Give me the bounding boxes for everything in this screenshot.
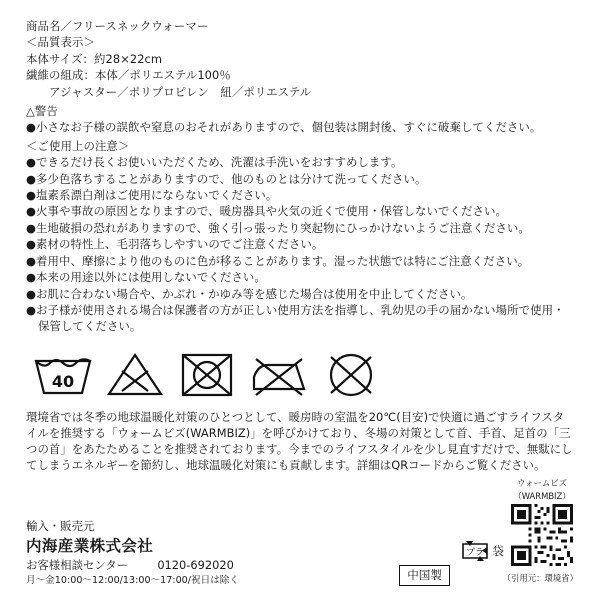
warmbiz-paragraph: 環境省では冬季の地球温暖化対策のひとつとして、暖房時の室温を20℃(目安)で快適に過ごすライフスタイルを推奨する「ウォームビズ(WARMBIZ)」を呼びかけており、冬場の対策として首、手首、足首の「三つの首」をあたためることを推奨されております。今までのライフスタイルを少し見直すだけで、無駄にしてしまうエネルギーを節約し、地球温暖化対策にも貢献します。詳細はQRコードからご覧ください。 [26, 409, 573, 473]
care-symbols-row [26, 347, 574, 399]
caution-item: ●塩素系漂白剤はご使用にならないでください。 [26, 188, 278, 203]
warmbiz-qr-code[interactable] [511, 504, 573, 566]
no-dry-clean-icon [318, 347, 384, 399]
qr-caption-line2: （WARMBIZ） [513, 491, 571, 501]
contact-label: お客様相談センター [26, 558, 129, 572]
no-bleach-icon [102, 347, 168, 399]
warning-header: △警告 [26, 104, 58, 119]
hand-wash-40-icon [30, 347, 96, 399]
pla-mark-label: 袋 [492, 544, 504, 558]
import-seller-label: 輸入・販売元 [26, 519, 95, 533]
product-material-2: アジャスター／ポリプロピレン 紐／ポリエステル [49, 84, 312, 99]
hand-wash-temp-label: 40 [51, 371, 75, 391]
contact-phone: 0120-692020 [157, 558, 234, 572]
caution-item: ●お子様が使用される場合は保護者の方が正しい使用方法を指導し、乳幼児の手の届かない場所で使用・保管してください。 [26, 302, 565, 334]
plastic-recycle-mark [460, 538, 505, 564]
qr-block [506, 478, 578, 566]
no-tumble-dry-icon [174, 347, 240, 399]
qr-source-note: （引用元：環境省） [502, 573, 578, 583]
caution-item: ●素材の特性上、毛羽落ちしやすいのでご注意ください。 [26, 237, 324, 252]
caution-item: ●多少色落ちすることがありますので、他のものとは分けて洗ってください。 [26, 171, 427, 186]
product-size: 本体サイズ：約28×22cm [26, 51, 163, 66]
pla-mark-text: プラ [465, 548, 484, 558]
caution-item: ●火事や事故の原因となりますので、暖房器具や火気の近くで使用・保管しないでください。 [26, 204, 507, 219]
cautions-header: ＜ご使用上の注意＞ [26, 138, 130, 153]
quality-header: ＜品質表示＞ [26, 35, 95, 50]
caution-item: ●できるだけ長くお使いいただくため、洗濯は手洗いをおすすめします。 [26, 155, 403, 170]
product-material: 繊維の組成：本体／ポリエステル100％ [26, 68, 231, 83]
caution-item: ●本来の用途以外には使用しないでください。 [26, 270, 266, 285]
caution-item: ●着用中、摩擦により他のものに色が移ることがあります。湿った状態では特にご注意ください。 [26, 253, 530, 268]
caution-item: ●生地破損の恐れがありますので、強く引っ張ったり突起物にひっかけないようご注意ください。 [26, 220, 530, 235]
pla-arrow-icon [460, 538, 490, 564]
no-iron-icon [246, 347, 312, 399]
warning-item: ●小さなお子様の誤飲や窒息のおそれがありますので、個包装は開封後、すぐに破棄してください。 [26, 120, 542, 135]
product-name: 商品名／フリースネックウォーマー [26, 19, 209, 33]
made-in-badge: 中国製 [399, 565, 450, 586]
qr-caption-line1: ウォームビズ [517, 478, 567, 488]
caution-item: ●お肌に合わない場合や、かぶれ・かゆみ等を感じた場合は使用を中止してください。 [26, 286, 473, 301]
company-name: 内海産業株式会社 [26, 537, 154, 555]
contact-hours: 月～金10:00～12:00/13:00～17:00/祝日は除く [26, 575, 239, 586]
